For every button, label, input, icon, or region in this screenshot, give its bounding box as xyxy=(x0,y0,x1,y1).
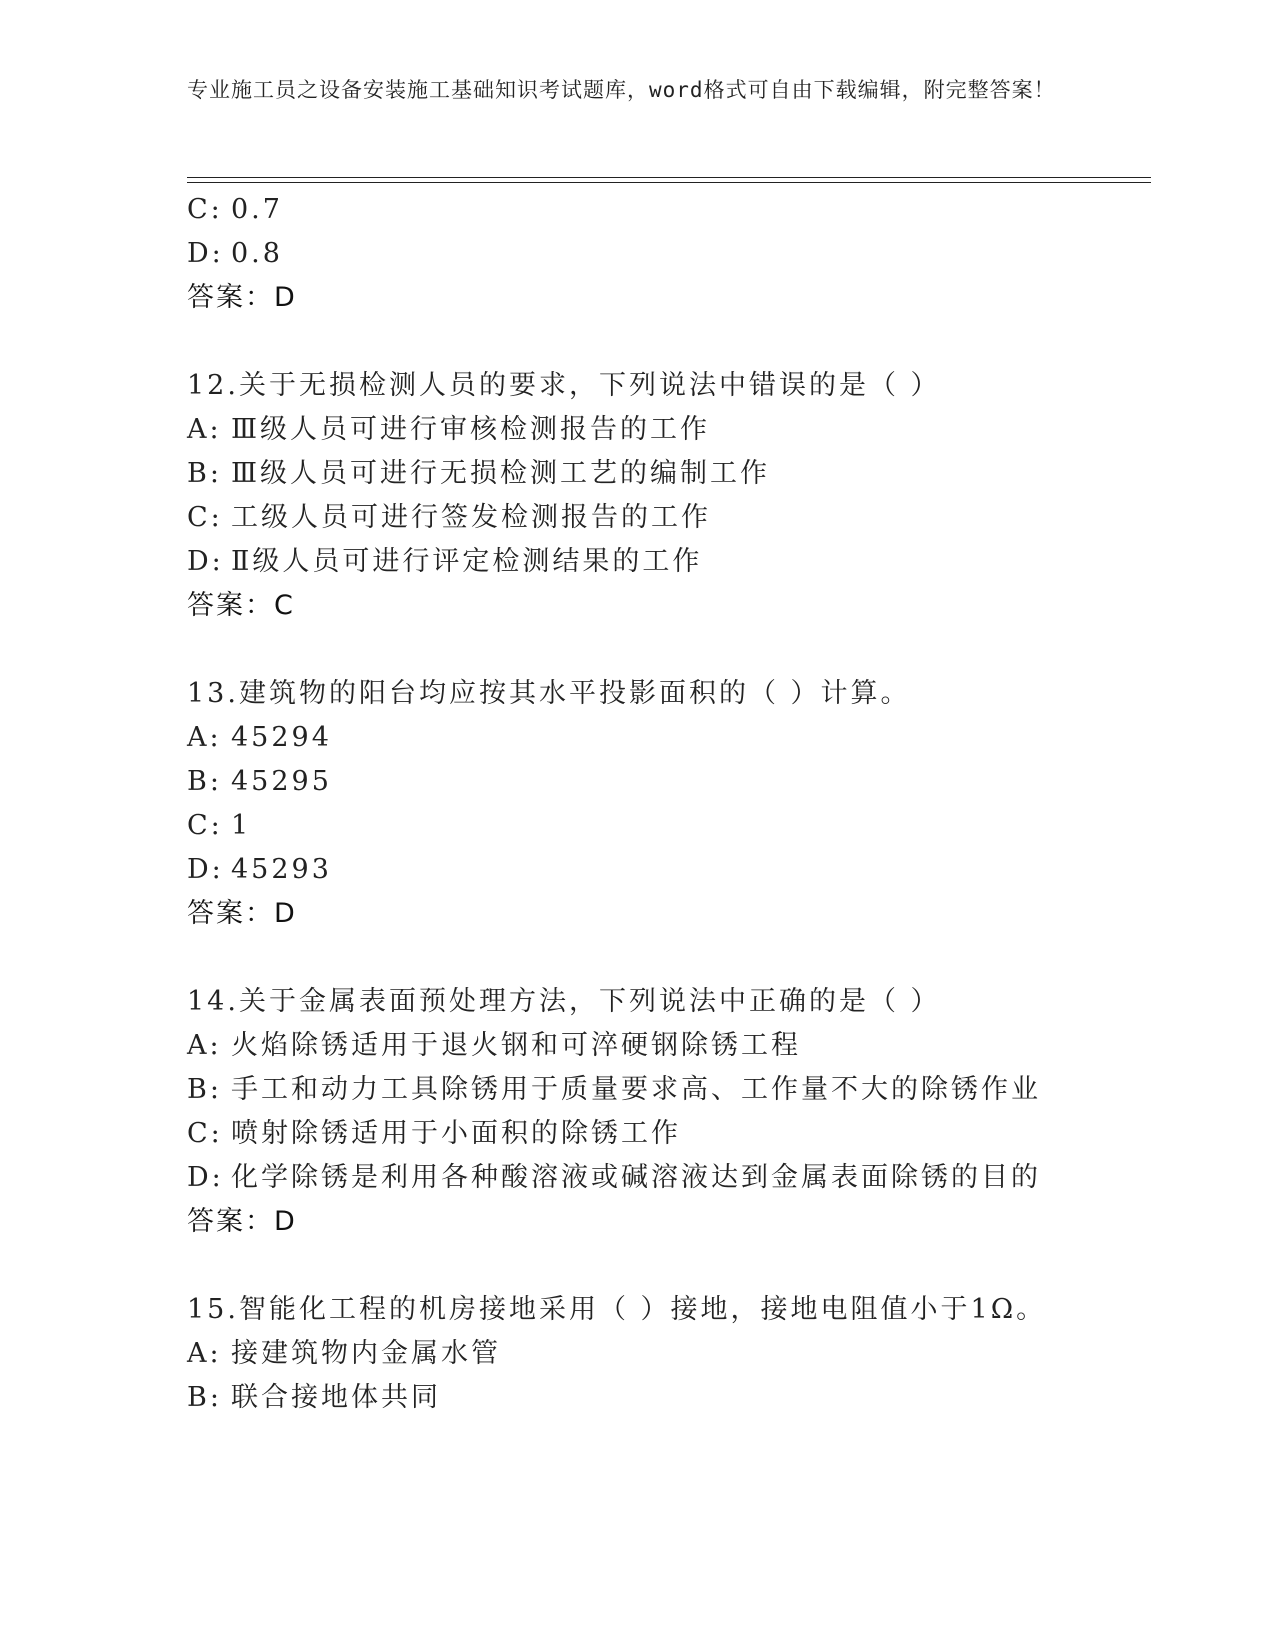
option-d xyxy=(187,234,283,274)
option-label: B: xyxy=(187,1074,222,1105)
option-text: 手工和动力工具除锈用于质量要求高、工作量不大的除锈作业 xyxy=(231,1074,1041,1105)
question-13: 13.建筑物的阳台均应按其水平投影面积的（ ）计算。 xyxy=(187,678,911,709)
option-text: Ⅲ级人员可进行审核检测报告的工作 xyxy=(231,414,711,445)
option-a xyxy=(187,410,710,450)
option-label: D: xyxy=(187,546,224,577)
option-label: C: xyxy=(187,502,223,533)
question-15: 15.智能化工程的机房接地采用（ ）接地，接地电阻值小于1Ω。 xyxy=(187,1294,1047,1325)
option-d xyxy=(187,850,332,890)
option-d xyxy=(187,1158,1041,1198)
option-label: A: xyxy=(187,722,222,753)
option-text: Ⅲ级人员可进行无损检测工艺的编制工作 xyxy=(231,458,771,489)
question-12: 12.关于无损检测人员的要求，下列说法中错误的是（ ） xyxy=(187,370,941,401)
option-b xyxy=(187,762,332,802)
option-text: 45294 xyxy=(231,722,332,753)
answer: 答案：C xyxy=(187,590,295,621)
option-c xyxy=(187,498,711,538)
option-label: D: xyxy=(187,1162,224,1193)
question-14: 14.关于金属表面预处理方法，下列说法中正确的是（ ） xyxy=(187,986,941,1017)
document-header: 专业施工员之设备安装施工基础知识考试题库，word格式可自由下载编辑，附完整答案！ xyxy=(187,78,1056,102)
option-text: 1 xyxy=(231,810,252,841)
option-label: A: xyxy=(187,1030,222,1061)
option-text: 化学除锈是利用各种酸溶液或碱溶液达到金属表面除锈的目的 xyxy=(231,1162,1041,1193)
option-text: 0.7 xyxy=(231,194,283,225)
option-c xyxy=(187,190,283,230)
option-label: B: xyxy=(187,458,222,489)
option-text: 工级人员可进行签发检测报告的工作 xyxy=(231,502,711,533)
option-label: D: xyxy=(187,854,224,885)
option-label: C: xyxy=(187,810,223,841)
option-text: 接建筑物内金属水管 xyxy=(231,1338,501,1369)
option-label: C: xyxy=(187,1118,223,1149)
header-divider-top xyxy=(187,177,1151,178)
option-b xyxy=(187,454,770,494)
option-d xyxy=(187,542,702,582)
answer: 答案：D xyxy=(187,282,297,313)
option-text: 0.8 xyxy=(231,238,283,269)
option-a xyxy=(187,1026,801,1066)
option-c xyxy=(187,806,251,846)
option-label: B: xyxy=(187,766,222,797)
option-label: A: xyxy=(187,1338,222,1369)
option-text: 45293 xyxy=(231,854,332,885)
option-text: 火焰除锈适用于退火钢和可淬硬钢除锈工程 xyxy=(231,1030,801,1061)
answer: 答案：D xyxy=(187,898,297,929)
option-text: 45295 xyxy=(231,766,332,797)
option-text: 联合接地体共同 xyxy=(231,1382,441,1413)
option-c xyxy=(187,1114,681,1154)
option-label: D: xyxy=(187,238,224,269)
option-text: 喷射除锈适用于小面积的除锈工作 xyxy=(231,1118,681,1149)
option-label: A: xyxy=(187,414,222,445)
option-a xyxy=(187,1334,501,1374)
option-text: Ⅱ级人员可进行评定检测结果的工作 xyxy=(231,546,703,577)
option-label: B: xyxy=(187,1382,222,1413)
option-label: C: xyxy=(187,194,223,225)
option-a xyxy=(187,718,332,758)
header-divider-bottom xyxy=(187,182,1151,183)
option-b xyxy=(187,1378,441,1418)
answer: 答案：D xyxy=(187,1206,297,1237)
option-b xyxy=(187,1070,1041,1110)
